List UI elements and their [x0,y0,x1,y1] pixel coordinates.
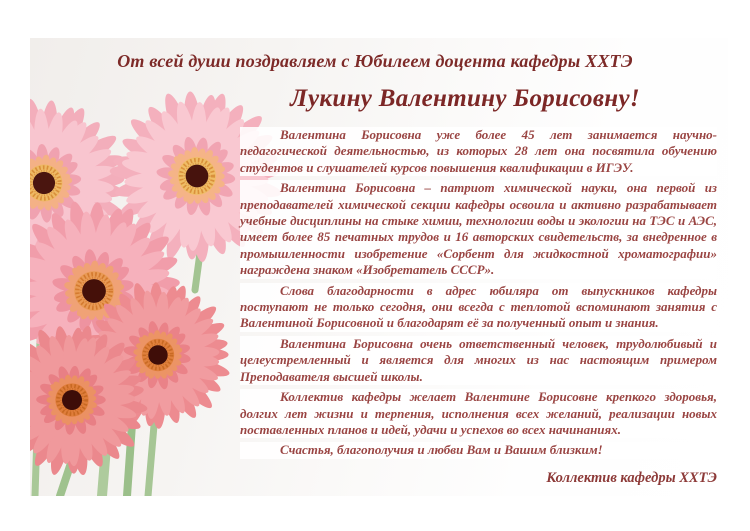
jubilee-name-title: Лукину Валентину Борисовну! [290,85,640,112]
letter-paragraph: Счастья, благополучия и любви Вам и Вашим близким! [240,442,717,458]
letter-paragraph: Валентина Борисовна уже более 45 лет занимается научно-педагогической деятельностью, из которых 28 лет она посвятила обучению студентов и слушателей курсов повышения квалификации в ИГЭУ. [240,127,717,175]
letter-body [240,127,717,463]
letter-paragraph: Коллектив кафедры желает Валентине Борисовне крепкого здоровья, долгих лет жизни и терпения, исполнения всех желаний, реализации новых поставленных планов и идей, удачи и успехов во всех начинаниях. [240,389,717,437]
letter-paragraph: Валентина Борисовна – патриот химической науки, она первой из преподавателей химической секции кафедры освоила и активно разрабатывает учебные дисциплины на стыке химии, технологии воды и экологии на ТЭС и АЭС, имеет более 85 печатных трудов и 16 авторских свидетельств, за внедренное в промышленности изобретение «Сорбент для жидкостной хроматографии» награждена знаком «Изобретатель СССР». [240,180,717,278]
letter-paragraph: Слова благодарности в адрес юбиляра от выпускников кафедры поступают не только сегодня, они всегда с теплотой вспоминают занятия с Валентиной Борисовной и благодарят её за полученный опыт и знания. [240,282,717,331]
letter-paragraph: Валентина Борисовна очень ответственный человек, трудолюбивый и целеустремленный и является для многих из нас настоящим примером Преподавателя высшей школы. [240,335,717,384]
signature: Коллектив кафедры ХХТЭ [546,470,717,486]
greeting-intro: От всей души поздравляем с Юбилеем доцента кафедры ХХТЭ [117,51,633,71]
